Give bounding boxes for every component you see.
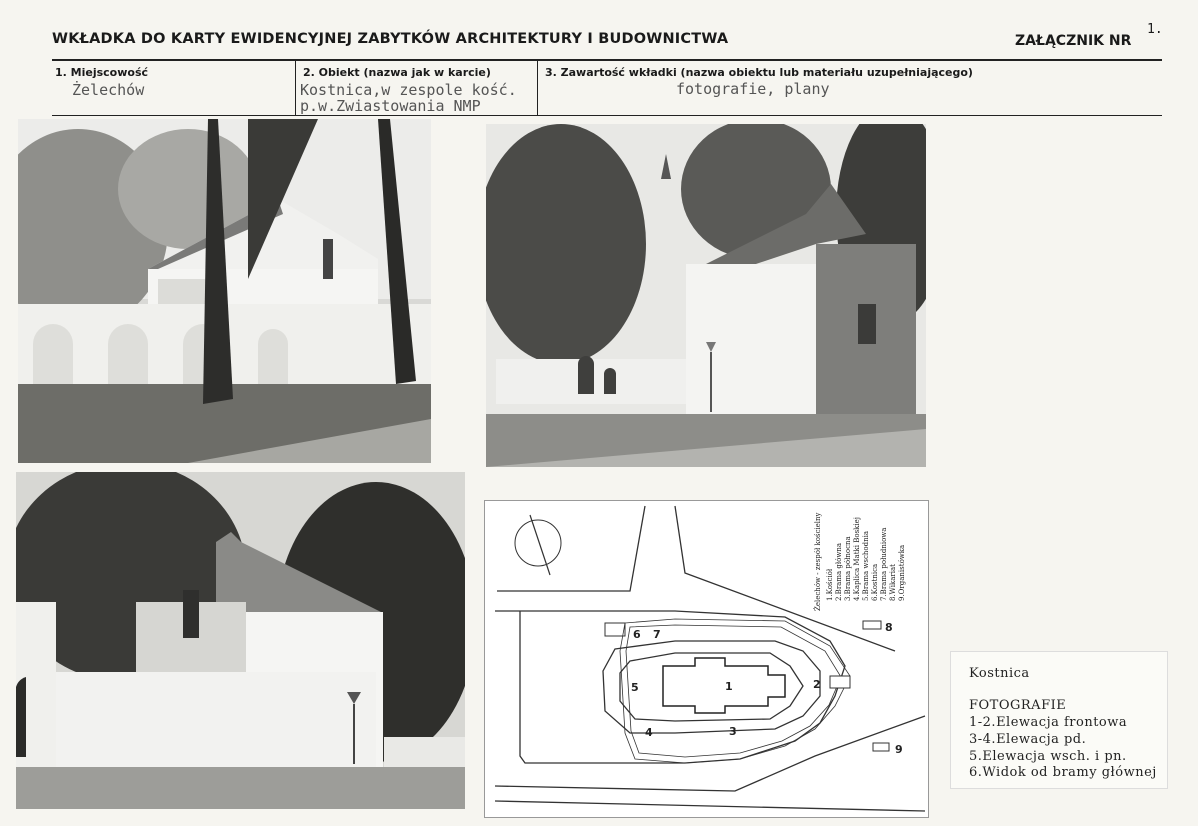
field-divider-2 <box>537 60 538 115</box>
header-rule-top <box>52 59 1162 61</box>
header-rule-bottom <box>52 115 1162 116</box>
caption-item-4: 6.Widok od bramy głównej <box>969 765 1157 780</box>
plan-marker-5: 5 <box>631 681 639 694</box>
locality-value: Żelechów <box>72 81 145 99</box>
locality-label: 1. Miejscowość <box>55 66 149 79</box>
plan-marker-2: 2 <box>813 678 821 691</box>
caption-item-2: 3-4.Elewacja pd. <box>969 732 1087 747</box>
page-number: 1. <box>1147 22 1163 37</box>
photo-south-elevation <box>16 472 465 809</box>
contents-label: 3. Zawartość wkładki (nazwa obiektu lub materiału uzupełniającego) <box>545 66 973 79</box>
plan-legend-3: 3.Brama północna <box>844 536 852 601</box>
plan-legend-2: 2.Brama główna <box>835 542 843 601</box>
plan-title: Żelechów - zespół kościelny <box>814 512 822 611</box>
plan-legend-6: 6.Kostnica <box>871 563 879 601</box>
plan-legend-5: 5.Brama wschodnia <box>862 530 870 601</box>
plan-legend-9: 9.Organistówka <box>898 544 906 601</box>
photo-caption-card <box>950 651 1168 789</box>
annex-label: ZAŁĄCZNIK NR <box>1015 33 1132 49</box>
plan-marker-1: 1 <box>725 680 733 693</box>
plan-marker-6: 6 <box>633 628 641 641</box>
plan-legend-7: 7.Brama południowa <box>880 527 888 601</box>
object-label: 2. Obiekt (nazwa jak w karcie) <box>303 66 491 79</box>
plan-marker-7: 7 <box>653 628 661 641</box>
plan-legend-8: 8.Wikariat <box>889 564 897 601</box>
caption-heading: FOTOGRAFIE <box>969 698 1067 713</box>
plan-legend-1: 1.Kościół <box>826 568 834 601</box>
plan-marker-8: 8 <box>885 621 893 634</box>
contents-value: fotografie, plany <box>676 80 830 98</box>
plan-marker-3: 3 <box>729 725 737 738</box>
plan-marker-9: 9 <box>895 743 903 756</box>
plan-legend-4: 4.Kaplica Matki Boskiej <box>853 517 861 601</box>
photo-front-elevation-1 <box>18 119 431 463</box>
caption-title: Kostnica <box>969 666 1030 681</box>
object-value-line1: Kostnica,w zespole kość. <box>300 81 517 99</box>
caption-item-3: 5.Elewacja wsch. i pn. <box>969 749 1127 764</box>
caption-item-1: 1-2.Elewacja frontowa <box>969 715 1128 730</box>
photo-front-elevation-2 <box>486 124 926 467</box>
field-divider-1 <box>295 60 296 115</box>
plan-marker-4: 4 <box>645 726 653 739</box>
object-value-line2: p.w.Zwiastowania NMP <box>300 97 481 115</box>
card-title: WKŁADKA DO KARTY EWIDENCYJNEJ ZABYTKÓW ARCHITEKTURY I BUDOWNICTWA <box>52 31 729 47</box>
site-plan <box>484 500 929 818</box>
